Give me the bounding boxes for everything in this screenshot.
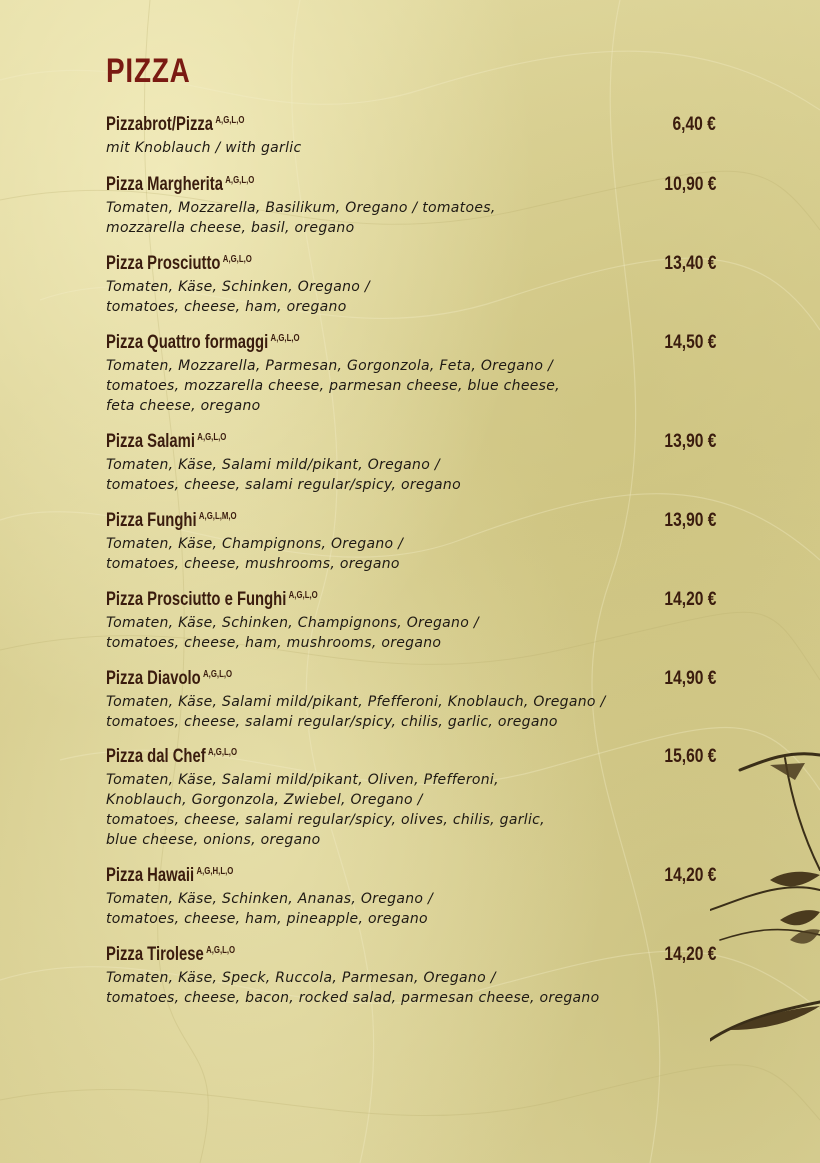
item-description bbox=[106, 455, 716, 495]
item-name: Pizza Prosciutto bbox=[106, 253, 221, 274]
description-line: Tomaten, Käse, Salami mild/pikant, Pfefferoni, Knoblauch, Oregano / bbox=[106, 694, 606, 710]
menu-item-salami bbox=[106, 431, 716, 495]
item-price: 13,90 € bbox=[664, 510, 716, 531]
item-name: Pizza Prosciutto e Funghi bbox=[106, 589, 287, 610]
description-line: tomatoes, cheese, salami regular/spicy, chilis, garlic, oregano bbox=[106, 714, 558, 730]
menu-item-prosciutto-e-funghi bbox=[106, 589, 716, 653]
item-price: 13,40 € bbox=[664, 253, 716, 274]
description-line: Tomaten, Mozzarella, Parmesan, Gorgonzola, Feta, Oregano / bbox=[106, 358, 553, 374]
description-line: Tomaten, Mozzarella, Basilikum, Oregano / tomatoes, bbox=[106, 200, 496, 216]
item-description bbox=[106, 198, 716, 238]
item-price: 14,20 € bbox=[664, 865, 716, 886]
menu-item-hawaii bbox=[106, 865, 716, 929]
description-line: mit Knoblauch / with garlic bbox=[106, 140, 302, 156]
allergen-codes: A,G,L,O bbox=[206, 944, 236, 956]
item-name: Pizza Salami bbox=[106, 431, 195, 452]
description-line: Tomaten, Käse, Salami mild/pikant, Oregano / bbox=[106, 457, 440, 473]
description-line: tomatoes, cheese, ham, mushrooms, oregano bbox=[106, 635, 442, 651]
description-line: tomatoes, cheese, bacon, rocked salad, parmesan cheese, oregano bbox=[106, 990, 600, 1006]
menu-item-margherita bbox=[106, 174, 716, 238]
allergen-codes: A,G,L,O bbox=[270, 332, 300, 344]
allergen-codes: A,G,L,O bbox=[288, 589, 318, 601]
allergen-codes: A,G,L,O bbox=[225, 174, 255, 186]
description-line: tomatoes, cheese, salami regular/spicy, olives, chilis, garlic, bbox=[106, 812, 545, 828]
allergen-codes: A,G,L,O bbox=[197, 431, 227, 443]
item-description bbox=[106, 692, 716, 732]
description-line: Tomaten, Käse, Schinken, Champignons, Oregano / bbox=[106, 615, 479, 631]
description-line: blue cheese, onions, oregano bbox=[106, 832, 321, 848]
bamboo-leaves-icon bbox=[710, 730, 820, 1070]
item-description bbox=[106, 968, 716, 1008]
item-name: Pizzabrot/Pizza bbox=[106, 114, 214, 135]
allergen-codes: A,G,L,O bbox=[222, 253, 252, 265]
menu-item-tirolese bbox=[106, 944, 716, 1008]
description-line: feta cheese, oregano bbox=[106, 398, 261, 414]
item-name: Pizza Funghi bbox=[106, 510, 197, 531]
description-line: tomatoes, cheese, ham, oregano bbox=[106, 299, 347, 315]
description-line: Tomaten, Käse, Champignons, Oregano / bbox=[106, 536, 404, 552]
description-line: tomatoes, cheese, mushrooms, oregano bbox=[106, 556, 400, 572]
item-name: Pizza Margherita bbox=[106, 174, 223, 195]
item-description bbox=[106, 889, 716, 929]
menu-item-prosciutto bbox=[106, 253, 716, 317]
description-line: tomatoes, cheese, salami regular/spicy, oregano bbox=[106, 477, 461, 493]
item-description bbox=[106, 277, 716, 317]
page-title: PIZZA bbox=[106, 52, 191, 90]
item-price: 6,40 € bbox=[672, 114, 716, 135]
item-name: Pizza Tirolese bbox=[106, 944, 204, 965]
description-line: tomatoes, mozzarella cheese, parmesan cheese, blue cheese, bbox=[106, 378, 560, 394]
item-price: 13,90 € bbox=[664, 431, 716, 452]
item-name: Pizza Hawaii bbox=[106, 865, 195, 886]
item-price: 14,50 € bbox=[664, 332, 716, 353]
menu-item-quattro-formaggi bbox=[106, 332, 716, 416]
item-price: 15,60 € bbox=[664, 746, 716, 767]
description-line: Tomaten, Käse, Speck, Ruccola, Parmesan, Oregano / bbox=[106, 970, 496, 986]
description-line: Tomaten, Käse, Salami mild/pikant, Oliven, Pfefferoni, bbox=[106, 772, 499, 788]
item-description bbox=[106, 138, 716, 158]
description-line: mozzarella cheese, basil, oregano bbox=[106, 220, 355, 236]
item-name: Pizza Quattro formaggi bbox=[106, 332, 269, 353]
allergen-codes: A,G,L,O bbox=[215, 114, 245, 126]
item-price: 10,90 € bbox=[664, 174, 716, 195]
item-price: 14,90 € bbox=[664, 668, 716, 689]
item-name: Pizza Diavolo bbox=[106, 668, 201, 689]
item-price: 14,20 € bbox=[664, 944, 716, 965]
description-line: Tomaten, Käse, Schinken, Oregano / bbox=[106, 279, 370, 295]
item-name: Pizza dal Chef bbox=[106, 746, 206, 767]
allergen-codes: A,G,L,O bbox=[203, 668, 233, 680]
description-line: tomatoes, cheese, ham, pineapple, oregano bbox=[106, 911, 428, 927]
allergen-codes: A,G,H,L,O bbox=[196, 865, 234, 877]
description-line: Tomaten, Käse, Schinken, Ananas, Oregano / bbox=[106, 891, 433, 907]
item-description bbox=[106, 356, 716, 416]
item-description bbox=[106, 613, 716, 653]
menu-item-pizzabrot bbox=[106, 114, 716, 158]
description-line: Knoblauch, Gorgonzola, Zwiebel, Oregano / bbox=[106, 792, 423, 808]
allergen-codes: A,G,L,M,O bbox=[198, 510, 237, 522]
item-description bbox=[106, 534, 716, 574]
allergen-codes: A,G,L,O bbox=[207, 746, 238, 758]
item-description bbox=[106, 770, 716, 850]
item-price: 14,20 € bbox=[664, 589, 716, 610]
menu-item-dal-chef bbox=[106, 746, 716, 850]
menu-item-diavolo bbox=[106, 668, 716, 732]
menu-item-funghi bbox=[106, 510, 716, 574]
